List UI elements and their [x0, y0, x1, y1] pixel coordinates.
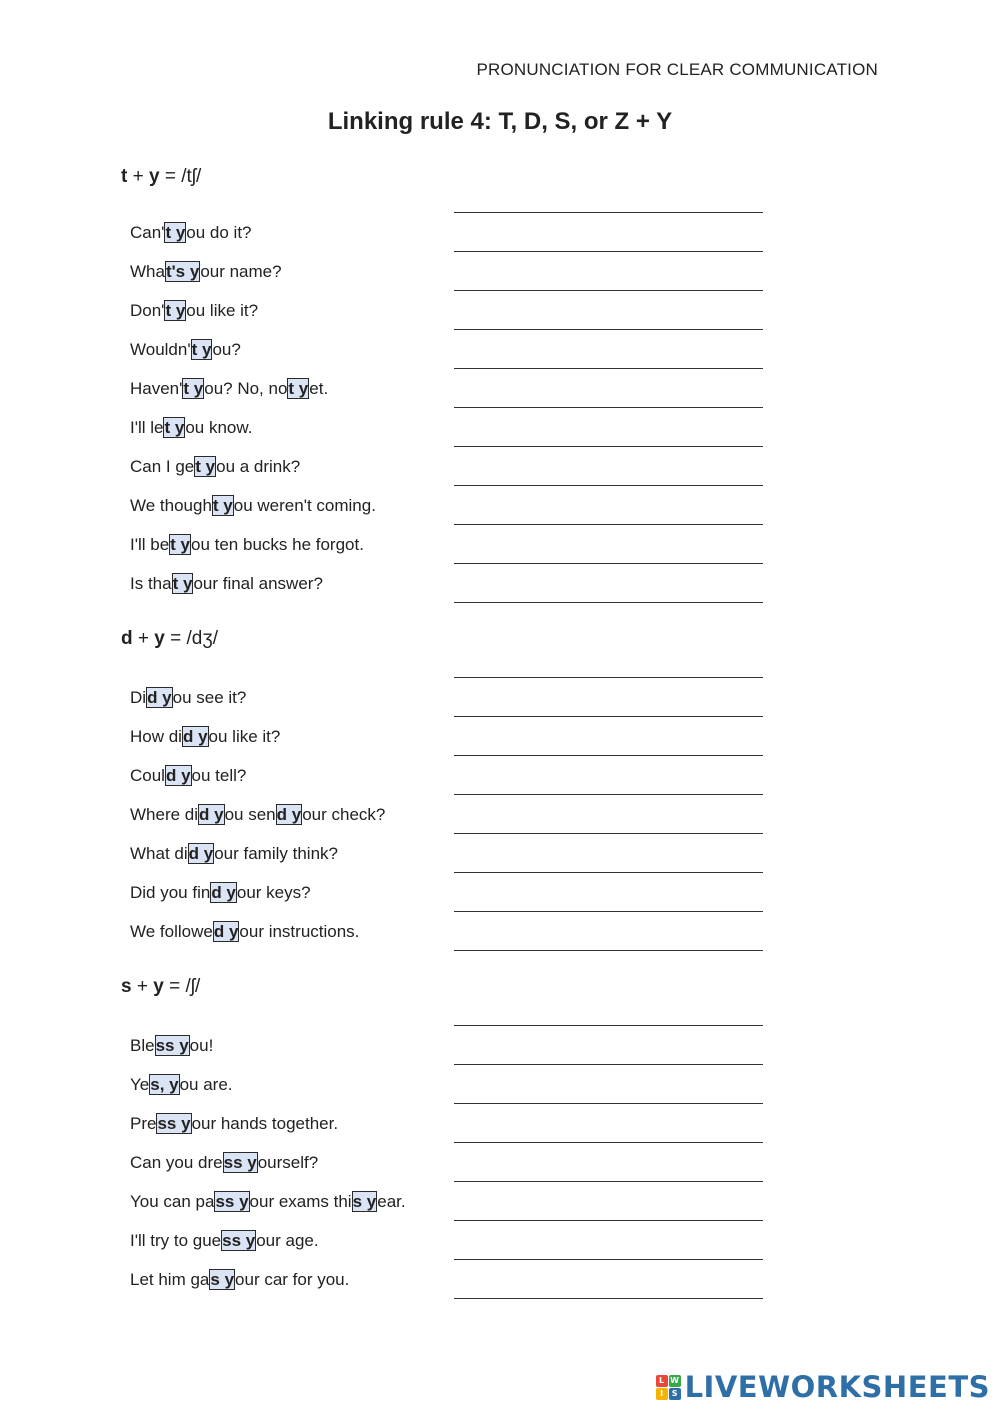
linking-highlight: ss y: [222, 1231, 256, 1250]
answer-line[interactable]: [454, 950, 763, 951]
rule-part: d: [121, 628, 133, 649]
answer-line[interactable]: [454, 716, 763, 717]
logo-letter: S: [669, 1388, 681, 1400]
practice-sentence: [130, 222, 252, 244]
sentence-text: Is tha: [130, 574, 172, 593]
rule-heading: [121, 628, 218, 650]
sentence-text: our check?: [302, 805, 386, 824]
sentence-text: ou like it?: [208, 727, 281, 746]
sentence-text: Can I ge: [130, 457, 195, 476]
rule-part: +: [127, 166, 149, 187]
sentence-text: Where di: [130, 805, 199, 824]
answer-line[interactable]: [454, 1142, 763, 1143]
linking-highlight: t y: [288, 379, 309, 398]
answer-line[interactable]: [454, 1064, 763, 1065]
sentence-text: ou are.: [179, 1075, 233, 1094]
practice-sentence: [130, 1191, 406, 1213]
sentence-text: our keys?: [236, 883, 311, 902]
answer-line[interactable]: [454, 1220, 763, 1221]
practice-sentence: [130, 456, 300, 478]
linking-highlight: d y: [165, 766, 191, 785]
practice-sentence: [130, 261, 282, 283]
linking-highlight: s, y: [150, 1075, 179, 1094]
rule-part: = /ʃ/: [163, 976, 201, 997]
answer-line[interactable]: [454, 251, 763, 252]
answer-line[interactable]: [454, 485, 763, 486]
linking-highlight: t y: [164, 418, 185, 437]
linking-highlight: ss y: [155, 1036, 189, 1055]
practice-sentence: [130, 687, 246, 709]
linking-highlight: d y: [211, 883, 236, 902]
practice-sentence: [130, 882, 311, 904]
practice-sentence: [130, 573, 323, 595]
sentence-text: You can pa: [130, 1192, 215, 1211]
sentence-text: our name?: [200, 262, 282, 281]
sentence-text: our family think?: [214, 844, 338, 863]
sentence-text: ou sen: [224, 805, 276, 824]
linking-highlight: t's y: [165, 262, 200, 281]
answer-line[interactable]: [454, 833, 763, 834]
rule-part: y: [148, 166, 160, 187]
sentence-text: our instructions.: [239, 922, 360, 941]
sentence-text: et.: [309, 379, 329, 398]
practice-sentence: [130, 417, 252, 439]
sentence-text: I'll be: [130, 535, 170, 554]
answer-line[interactable]: [454, 290, 763, 291]
answer-line[interactable]: [454, 677, 763, 678]
linking-highlight: t y: [165, 223, 186, 242]
sentence-text: Can you dre: [130, 1153, 223, 1172]
practice-sentence: [130, 921, 359, 943]
practice-sentence: [130, 1113, 338, 1135]
linking-highlight: ss y: [223, 1153, 257, 1172]
linking-highlight: d y: [276, 805, 302, 824]
answer-line[interactable]: [454, 755, 763, 756]
rule-part: = /tʃ/: [159, 166, 202, 187]
linking-highlight: t y: [191, 340, 212, 359]
sentence-text: Wouldn': [130, 340, 191, 359]
practice-sentence: [130, 300, 258, 322]
linking-highlight: d y: [213, 922, 239, 941]
linking-highlight: ss y: [215, 1192, 249, 1211]
sentence-text: Coul: [130, 766, 165, 785]
sentence-text: ou see it?: [172, 688, 247, 707]
answer-line[interactable]: [454, 794, 763, 795]
sentence-text: ou?: [212, 340, 241, 359]
brand-footer[interactable]: [656, 1369, 990, 1405]
linking-highlight: ss y: [157, 1114, 191, 1133]
practice-sentence: [130, 1269, 349, 1291]
sentence-text: ear.: [377, 1192, 406, 1211]
rule-part: s: [121, 976, 132, 997]
linking-highlight: t y: [170, 535, 190, 554]
rule-part: y: [153, 976, 164, 997]
linking-highlight: d y: [182, 727, 208, 746]
linking-highlight: s y: [210, 1270, 235, 1289]
answer-line[interactable]: [454, 329, 763, 330]
linking-highlight: t y: [172, 574, 193, 593]
sentence-text: Don': [130, 301, 165, 320]
linking-highlight: d y: [147, 688, 172, 707]
sentence-text: our car for you.: [235, 1270, 350, 1289]
brand-name: LIVEWORKSHEETS: [684, 1370, 990, 1404]
answer-line[interactable]: [454, 446, 763, 447]
sentence-text: Let him ga: [130, 1270, 210, 1289]
sentence-text: ou ten bucks he forgot.: [191, 535, 364, 554]
rule-part: t: [121, 166, 128, 187]
sentence-text: Pre: [130, 1114, 157, 1133]
sentence-text: our exams thi: [249, 1192, 352, 1211]
answer-line[interactable]: [454, 911, 763, 912]
sentence-text: ou!: [189, 1036, 214, 1055]
linking-highlight: t y: [183, 379, 204, 398]
rule-part: +: [132, 628, 155, 649]
sentence-text: ou tell?: [191, 766, 247, 785]
answer-line[interactable]: [454, 1025, 763, 1026]
page-title: Linking rule 4: T, D, S, or Z + Y: [327, 108, 673, 135]
rule-part: y: [154, 628, 165, 649]
practice-sentence: [130, 1035, 213, 1057]
practice-sentence: [130, 804, 385, 826]
linking-highlight: t y: [212, 496, 233, 515]
linking-highlight: s y: [352, 1192, 377, 1211]
answer-line[interactable]: [454, 524, 763, 525]
practice-sentence: [130, 765, 246, 787]
answer-line[interactable]: [454, 1259, 763, 1260]
sentence-text: Wha: [130, 262, 165, 281]
practice-sentence: [130, 534, 364, 556]
sentence-text: Ble: [130, 1036, 155, 1055]
sentence-text: Di: [130, 688, 147, 707]
practice-sentence: [130, 1074, 233, 1096]
sentence-text: ou know.: [185, 418, 253, 437]
sentence-text: ou? No, no: [204, 379, 288, 398]
sentence-text: our age.: [256, 1231, 319, 1250]
liveworksheets-logo-icon: [656, 1375, 681, 1400]
sentence-text: Did you fin: [130, 883, 211, 902]
course-header: PRONUNCIATION FOR CLEAR COMMUNICATION: [476, 60, 878, 79]
sentence-text: We followe: [130, 922, 213, 941]
rule-heading: [121, 976, 200, 998]
answer-line[interactable]: [454, 407, 763, 408]
practice-sentence: [130, 378, 328, 400]
answer-line[interactable]: [454, 563, 763, 564]
sentence-text: I'll try to gue: [130, 1231, 222, 1250]
logo-letter: W: [670, 1376, 679, 1385]
sentence-text: our final answer?: [193, 574, 323, 593]
sentence-text: ou a drink?: [216, 457, 301, 476]
sentence-text: ou weren't coming.: [233, 496, 376, 515]
sentence-text: ou do it?: [186, 223, 252, 242]
linking-highlight: d y: [188, 844, 214, 863]
rule-part: = /dʒ/: [164, 628, 218, 649]
sentence-text: ourself?: [257, 1153, 319, 1172]
rule-heading: [121, 166, 201, 188]
practice-sentence: [130, 495, 376, 517]
practice-sentence: [130, 1152, 318, 1174]
sentence-text: What di: [130, 844, 188, 863]
answer-line[interactable]: [454, 1298, 763, 1299]
answer-line[interactable]: [454, 872, 763, 873]
practice-sentence: [130, 726, 280, 748]
practice-sentence: [130, 843, 338, 865]
answer-line[interactable]: [454, 212, 763, 213]
answer-line[interactable]: [454, 1103, 763, 1104]
logo-letter: L: [656, 1375, 668, 1387]
sentence-text: We though: [130, 496, 212, 515]
practice-sentence: [130, 339, 241, 361]
sentence-text: ou like it?: [186, 301, 259, 320]
answer-line[interactable]: [454, 368, 763, 369]
sentence-text: I'll le: [130, 418, 164, 437]
linking-highlight: t y: [165, 301, 186, 320]
linking-highlight: t y: [195, 457, 216, 476]
sentence-text: Haven': [130, 379, 183, 398]
sentence-text: Can': [130, 223, 165, 242]
logo-letter: I: [656, 1388, 668, 1400]
linking-highlight: d y: [199, 805, 224, 824]
sentence-text: How di: [130, 727, 182, 746]
answer-line[interactable]: [454, 602, 763, 603]
sentence-text: Ye: [130, 1075, 150, 1094]
answer-line[interactable]: [454, 1181, 763, 1182]
sentence-text: our hands together.: [191, 1114, 339, 1133]
practice-sentence: [130, 1230, 319, 1252]
rule-part: +: [131, 976, 154, 997]
